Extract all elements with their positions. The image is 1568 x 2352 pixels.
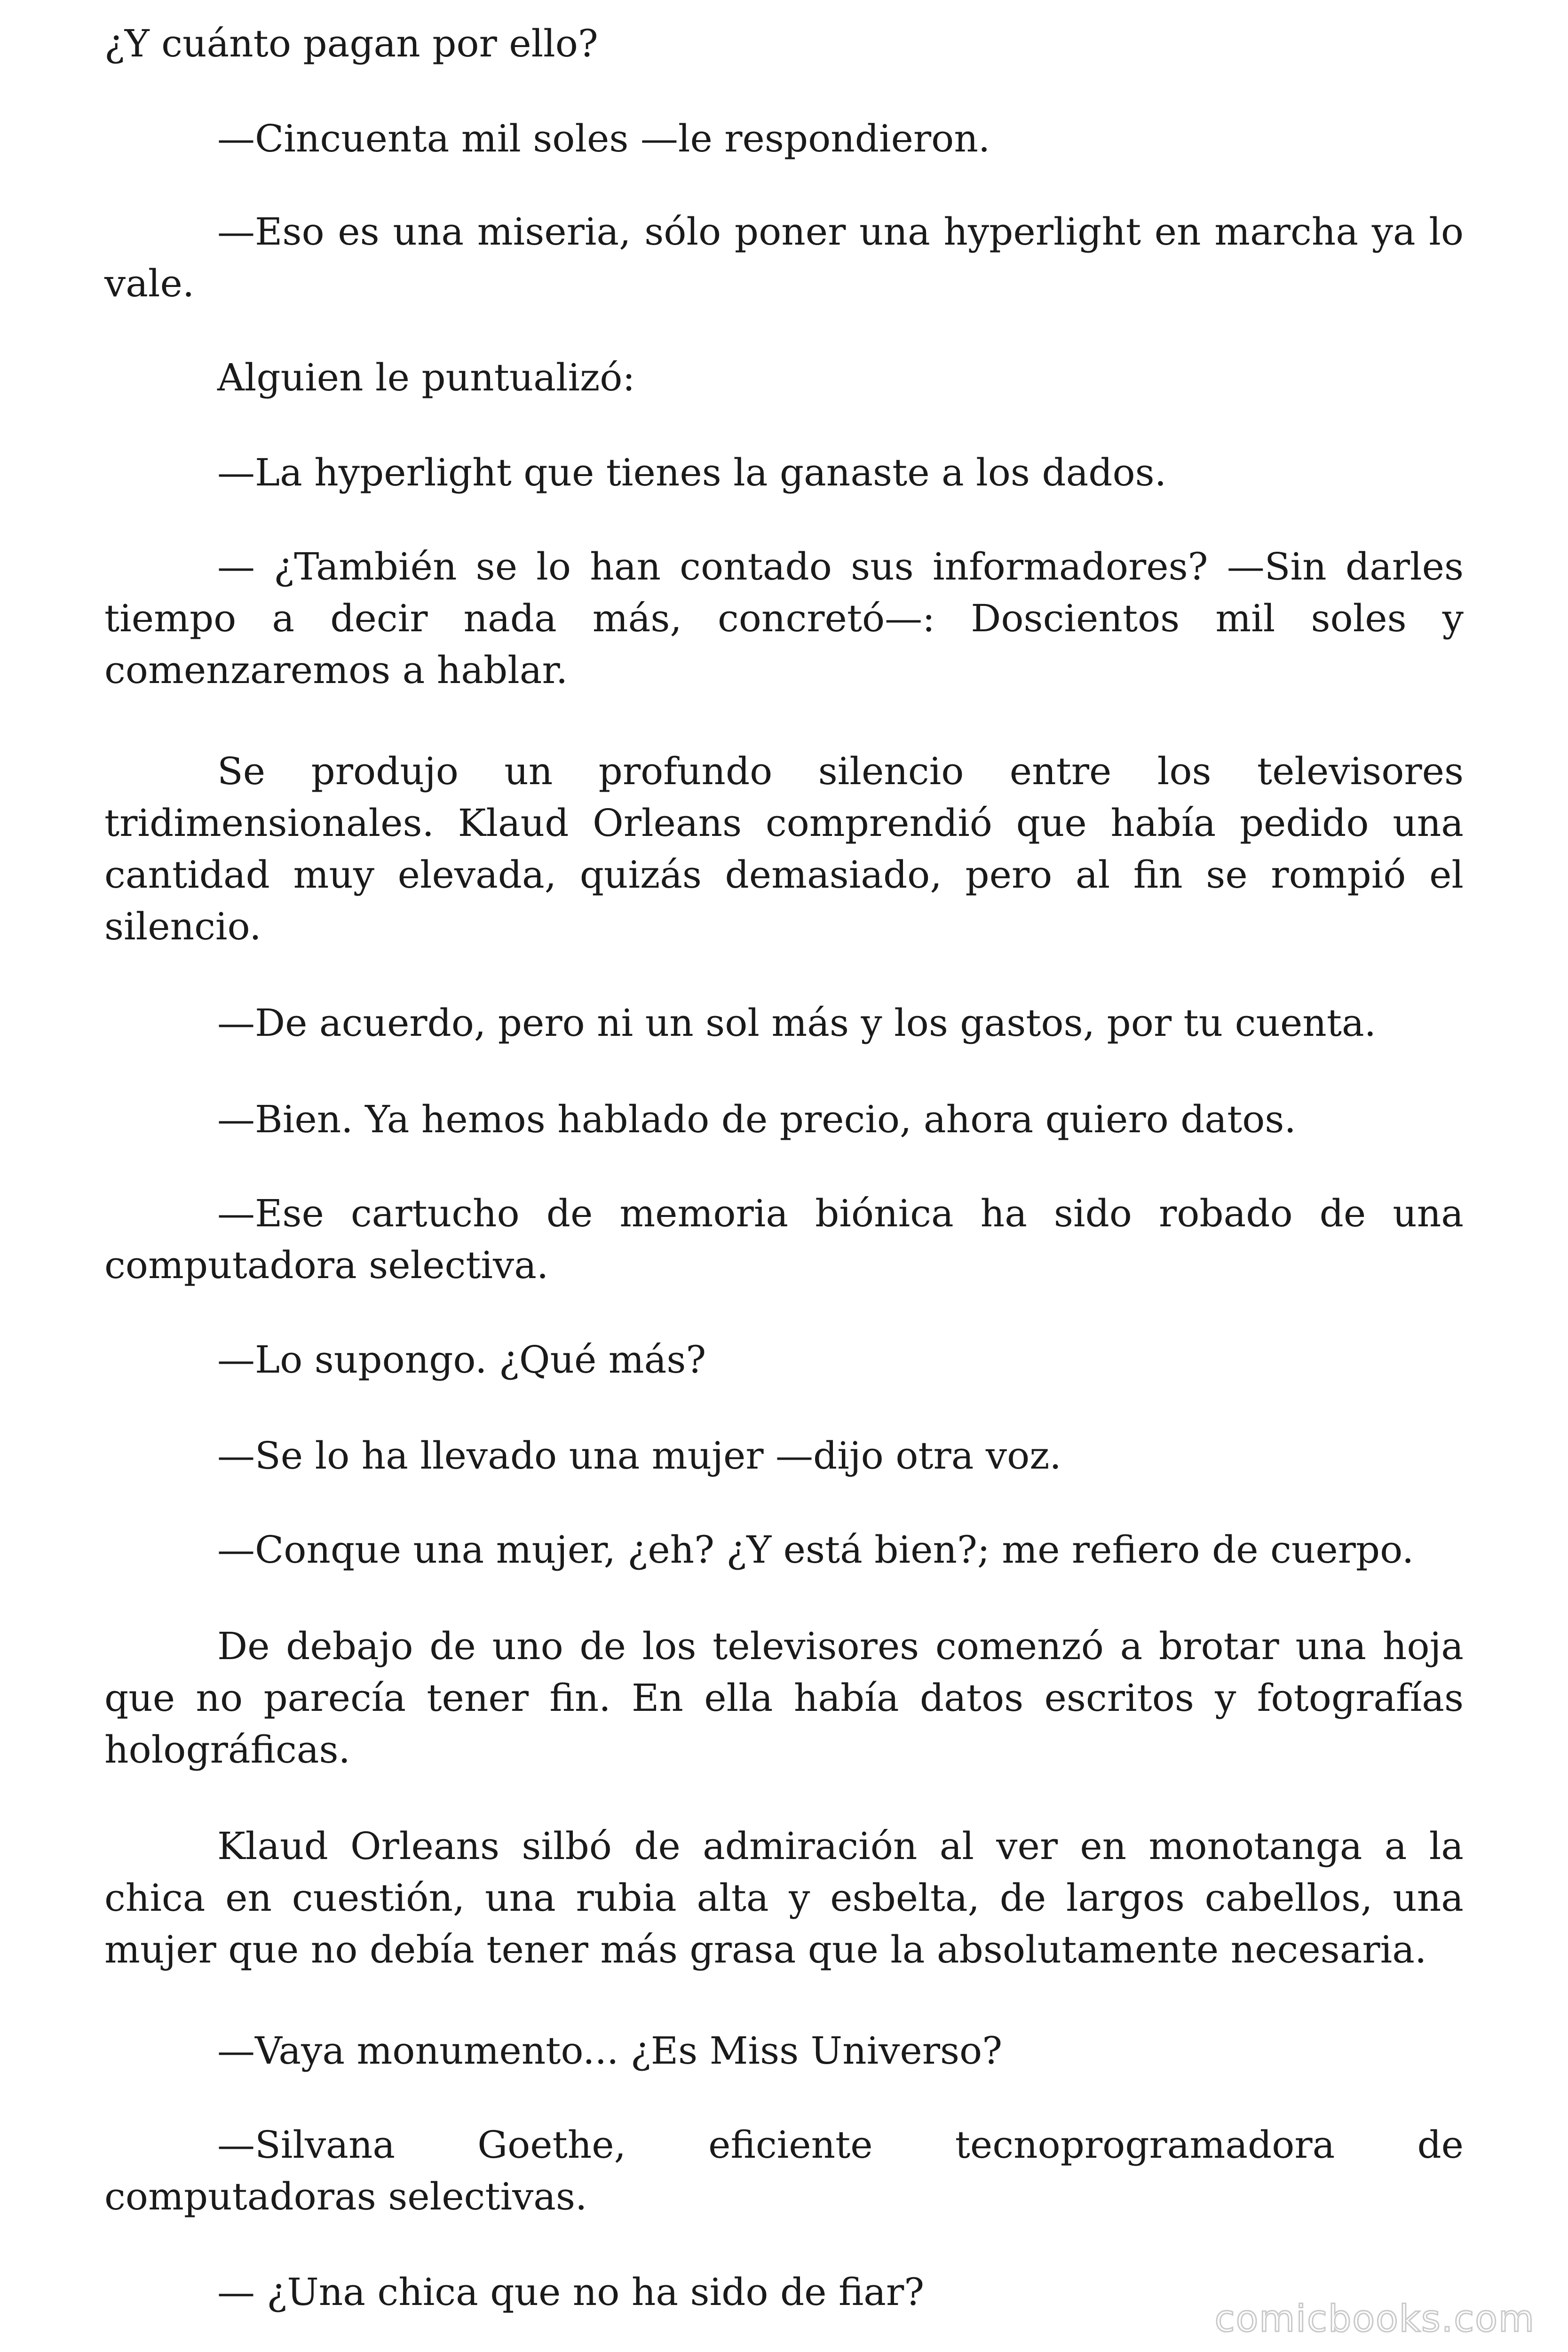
paragraph-0: ¿Y cuánto pagan por ello? — [104, 22, 598, 65]
paragraph-11: —Se lo ha llevado una mujer —dijo otra voz. — [217, 1434, 1061, 1478]
paragraph-17: — ¿Una chica que no ha sido de fiar? — [217, 2270, 925, 2314]
watermark: comicbooks.com — [1214, 2298, 1535, 2340]
paragraph-14: Klaud Orleans silbó de admiración al ver en monotanga a la chica en cuestión, una rubia alta y esbelta, de largos cabellos, una mujer que no debía tener más grasa que la absolutamente necesaria. — [104, 1824, 1464, 1971]
paragraph-5: — ¿También se lo han contado sus informadores? —Sin darles tiempo a decir nada más, concretó—: Doscientos mil soles y comenzaremos a hablar. — [104, 545, 1464, 692]
paragraph-1: —Cincuenta mil soles —le respondieron. — [217, 117, 990, 160]
paragraph-15: —Vaya monumento... ¿Es Miss Universo? — [217, 2029, 1003, 2073]
paragraph-13: De debajo de uno de los televisores comenzó a brotar una hoja que no parecía tener fin. En ella había datos escritos y fotografías holográficas. — [104, 1624, 1464, 1772]
paragraph-10: —Lo supongo. ¿Qué más? — [217, 1338, 706, 1382]
paragraph-9: —Ese cartucho de memoria biónica ha sido robado de una computadora selectiva. — [104, 1192, 1464, 1287]
paragraph-4: —La hyperlight que tienes la ganaste a los dados. — [217, 451, 1167, 494]
paragraph-7: —De acuerdo, pero ni un sol más y los gastos, por tu cuenta. — [217, 1001, 1377, 1045]
paragraph-8: —Bien. Ya hemos hablado de precio, ahora quiero datos. — [217, 1097, 1296, 1141]
paragraph-2: —Eso es una miseria, sólo poner una hyperlight en marcha ya lo vale. — [104, 210, 1464, 305]
paragraph-12: —Conque una mujer, ¿eh? ¿Y está bien?; me refiero de cuerpo. — [217, 1528, 1414, 1572]
paragraph-6: Se produjo un profundo silencio entre los televisores tridimensionales. Klaud Orleans comprendió que había pedido una cantidad muy elevada, quizás demasiado, pero al fin se rompió el silencio. — [104, 749, 1464, 948]
paragraph-16: —Silvana Goethe, eficiente tecnoprogramadora de computadoras selectivas. — [104, 2123, 1464, 2218]
paragraph-3: Alguien le puntualizó: — [217, 356, 635, 399]
